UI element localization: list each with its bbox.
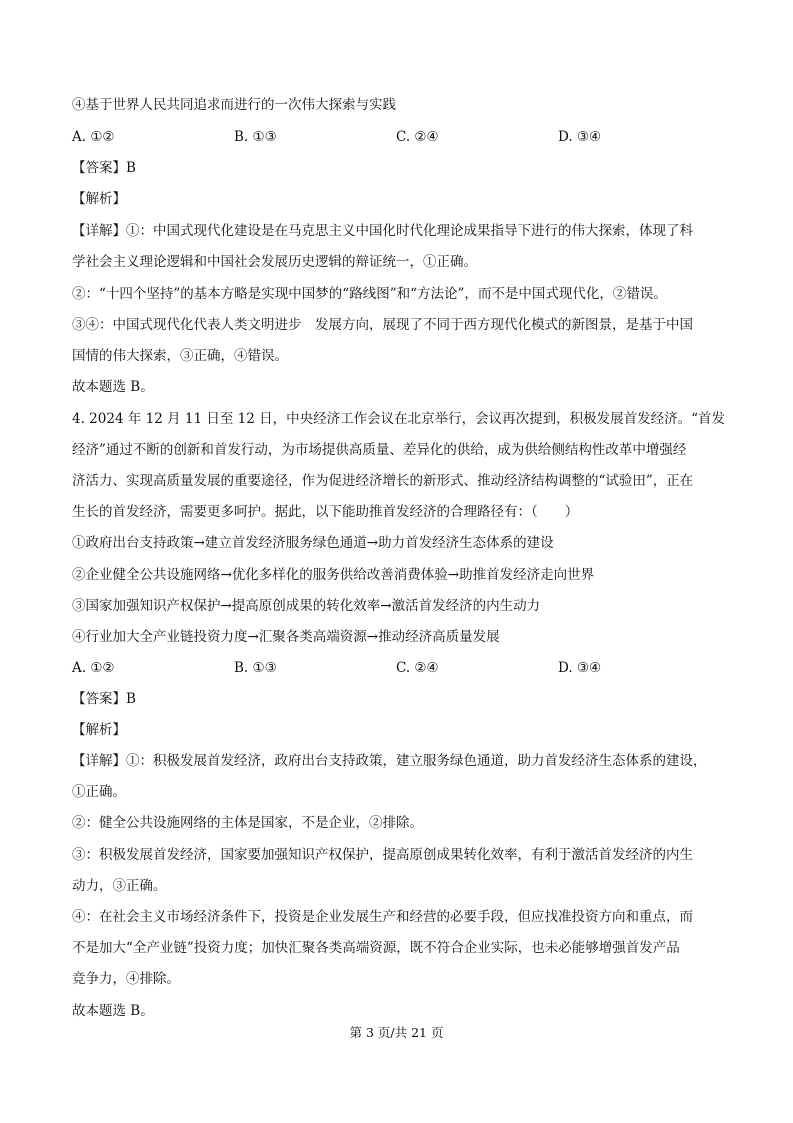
q4-stem-line: 济活力、实现高质量发展的重要途径，作为促进经济增长的新形式、推动经济结构调整的“试验田”，正在: [72, 473, 694, 489]
q4-conclusion: 故本题选 B。: [72, 1003, 154, 1019]
q4-item-1: ①政府出台支持政策→建立首发经济服务绿色通道→助力首发经济生态体系的建设: [72, 535, 554, 551]
q3-option-b: B. ①③: [234, 129, 277, 145]
q4-explanation-line: 不是加大“全产业链”投资力度；加快汇聚各类高端资源，既不符合企业实际，也未必能够增强首发产品: [72, 940, 680, 956]
q4-item-2: ②企业健全公共设施网络→优化多样化的服务供给改善消费体验→助推首发经济走向世界: [72, 567, 595, 583]
q3-analysis-label: 【解析】: [72, 191, 126, 207]
q3-explanation-line: 【详解】①：中国式现代化建设是在马克思主义中国化时代化理论成果指导下进行的伟大探索，体现了科: [72, 223, 693, 239]
q4-item-4: ④行业加大全产业链投资力度→汇聚各类高端资源→推动经济高质量发展: [72, 629, 500, 645]
q3-conclusion: 故本题选 B。: [72, 379, 154, 395]
q3-explanation-line: ③④：中国式现代化代表人类文明进步 发展方向，展现了不同于西方现代化模式的新图景，是基于中国: [72, 317, 693, 333]
q4-explanation-line: 动力，③正确。: [72, 878, 167, 894]
q4-option-b: B. ①③: [234, 660, 277, 676]
q3-item-4: ④基于世界人民共同追求而进行的一次伟大探索与实践: [72, 97, 396, 113]
q4-item-3: ③国家加强知识产权保护→提高原创成果的转化效率→激活首发经济的内生动力: [72, 598, 541, 614]
q3-explanation-line: 国情的伟大探索，③正确，④错误。: [72, 348, 288, 364]
q3-explanation-line: ②：“十四个坚持”的基本方略是实现中国梦的“路线图”和“方法论”，而不是中国式现代化，②错误。: [72, 286, 667, 302]
q4-analysis-label: 【解析】: [72, 722, 126, 738]
q4-options: [72, 658, 732, 678]
q4-explanation-line: ④：在社会主义市场经济条件下，投资是企业发展生产和经营的必要手段，但应找准投资方向和重点，而: [72, 909, 693, 925]
q3-option-c: C. ②④: [396, 129, 439, 145]
q4-stem-line: 经济”通过不断的创新和首发行动，为市场提供高质量、差异化的供给，成为供给侧结构性改革中增强经: [72, 442, 687, 458]
q4-option-c: C. ②④: [396, 660, 439, 676]
q4-explanation-line: ③：积极发展首发经济，国家要加强知识产权保护，提高原创成果转化效率，有利于激活首发经济的内生: [72, 847, 693, 863]
q3-option-a: A. ①②: [72, 129, 115, 145]
q3-answer: 【答案】B: [72, 160, 136, 176]
q3-options: [72, 127, 732, 147]
q4-explanation-line: ②：健全公共设施网络的主体是国家，不是企业，②排除。: [72, 815, 423, 831]
q4-explanation-line: 【详解】①：积极发展首发经济，政府出台支持政策，建立服务绿色通道，助力首发经济生态体系的建设，: [72, 753, 707, 769]
q4-stem-line: 4. 2024 年 12 月 11 日至 12 日，中央经济工作会议在北京举行，会议再次提到，积极发展首发经济。“首发: [72, 411, 726, 427]
q4-stem-line: 生长的首发经济，需要更多呵护。据此，以下能助推首发经济的合理路径有：（ ）: [72, 504, 579, 520]
q3-explanation-line: 学社会主义理论逻辑和中国社会发展历史逻辑的辩证统一，①正确。: [72, 254, 477, 270]
q4-explanation-line: ①正确。: [72, 784, 126, 800]
q3-option-d: D. ③④: [558, 129, 602, 145]
q4-option-d: D. ③④: [558, 660, 602, 676]
q4-option-a: A. ①②: [72, 660, 115, 676]
q4-explanation-line: 竞争力，④排除。: [72, 971, 180, 987]
q4-answer: 【答案】B: [72, 691, 136, 707]
page-number-footer: 第 3 页/共 21 页: [349, 1025, 444, 1040]
